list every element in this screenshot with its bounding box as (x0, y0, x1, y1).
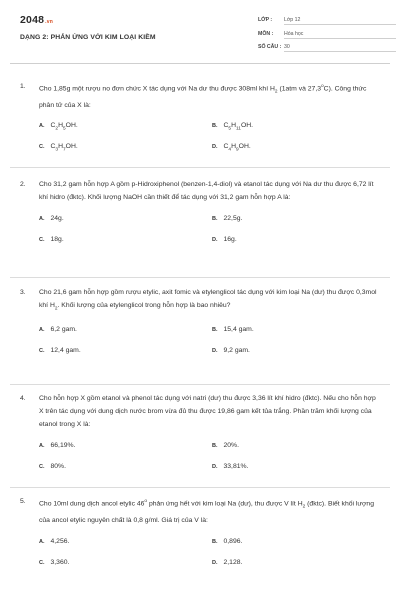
answer-option-c[interactable]: C. 18g. (39, 236, 64, 243)
question-divider (10, 167, 390, 168)
answer-option-d[interactable]: D. $C_4H_9OH$. (212, 142, 251, 152)
header-divider (10, 63, 390, 64)
question-divider (10, 384, 390, 385)
answer-option-d[interactable]: D. 9,2 gam. (212, 347, 250, 355)
question-divider (10, 487, 390, 488)
brand-logo[interactable] (20, 14, 53, 26)
question-number: 1. (20, 83, 26, 90)
brand-name: 2048 (20, 14, 45, 26)
section-title: DẠNG 2: PHẢN ỨNG VỚI KIM LOẠI KIỀM (20, 34, 156, 41)
answer-option-a[interactable]: A. 66,19%. (39, 442, 76, 449)
answer-options (39, 323, 380, 365)
question-number: 2. (20, 181, 26, 188)
answer-option-d[interactable]: D. 33,81%. (212, 463, 249, 470)
answer-option-a[interactable]: A. 24g. (39, 215, 64, 222)
question-text: Cho 1,85g một rượu no đơn chức X tác dụng với Na dư thu được 308ml khí $H_2$ (1atm và 27,3$^o$C). Công thức phân tử của X là: (39, 84, 367, 109)
question-3 (20, 286, 380, 365)
info-label: SỐ CÂU : (258, 44, 282, 50)
answer-options (39, 535, 380, 577)
answer-options (39, 119, 380, 161)
question-text: Cho 10ml dung dịch ancol etylic 46$^o$ phản ứng hết với kim loại Na (dư), thu được V lít $H_2$ (đktc). Biết khối lượng của ancol etylic nguyên chất là 0,8 g/ml. Giá trị của V là: (39, 499, 374, 524)
answer-option-b[interactable]: B. 20%. (212, 442, 239, 449)
answer-option-a[interactable]: A. 4,256. (39, 537, 70, 545)
question-text: Cho 31,2 gam hỗn hợp A gồm p-Hidroxiphenol (benzen-1,4-diol) và etanol tác dụng với Na dư thu được 6,72 lít khí hidro (đktc). Khối lượng NaOH cần thiết để tác dụng với 31,2 gam hỗn hợp A là: (39, 181, 374, 201)
answer-option-c[interactable]: C. $C_3H_7OH$. (39, 142, 78, 152)
answer-option-b[interactable]: B. 15,4 gam. (212, 326, 254, 334)
info-value: Lớp 12 (284, 17, 396, 25)
question-number: 4. (20, 395, 26, 402)
info-label: MÔN : (258, 31, 274, 37)
answer-option-a[interactable]: A. 6,2 gam. (39, 326, 77, 334)
question-number: 5. (20, 498, 26, 505)
answer-option-b[interactable]: B. 22,5g. (212, 215, 243, 222)
info-value: Hóa học (284, 31, 396, 39)
question-4 (20, 392, 380, 481)
question-text: Cho hỗn hợp X gồm etanol và phenol tác dụng với natri (dư) thu được 3,36 lít khí hidro (đktc). Nếu cho hỗn hợp X trên tác dụng với dung dịch nước brom vừa đủ thu được 19,86 gam kết tủa trắng. Phần trăm khối lượng của etanol trong X là: (39, 395, 376, 428)
question-5 (20, 495, 380, 577)
answer-option-d[interactable]: D. 2,128. (212, 558, 243, 566)
brand-suffix: .vn (45, 19, 53, 25)
answer-options (39, 439, 380, 481)
answer-option-b[interactable]: B. $C_5H_{11}OH$. (212, 121, 254, 131)
answer-option-d[interactable]: D. 16g. (212, 236, 237, 243)
question-divider (10, 277, 390, 278)
answer-option-c[interactable]: C. 3,360. (39, 558, 70, 566)
answer-option-a[interactable]: A. $C_2H_5OH$. (39, 121, 78, 131)
question-text: Cho 21,6 gam hỗn hợp gồm rượu etylic, axit fomic và etylenglicol tác dụng với kim loại Na (dư) thu được 0,3mol khí $H_2$. Khối lượng của etylenglicol trong hỗn hợp là bao nhiêu? (39, 289, 377, 312)
answer-option-c[interactable]: C. 12,4 gam. (39, 347, 81, 355)
answer-options (39, 212, 380, 254)
answer-option-c[interactable]: C. 80%. (39, 463, 66, 470)
question-1 (20, 80, 380, 161)
info-label: LỚP : (258, 17, 273, 23)
answer-option-b[interactable]: B. 0,896. (212, 537, 243, 545)
question-2 (20, 178, 380, 254)
question-number: 3. (20, 289, 26, 296)
info-value: 30 (284, 44, 396, 52)
